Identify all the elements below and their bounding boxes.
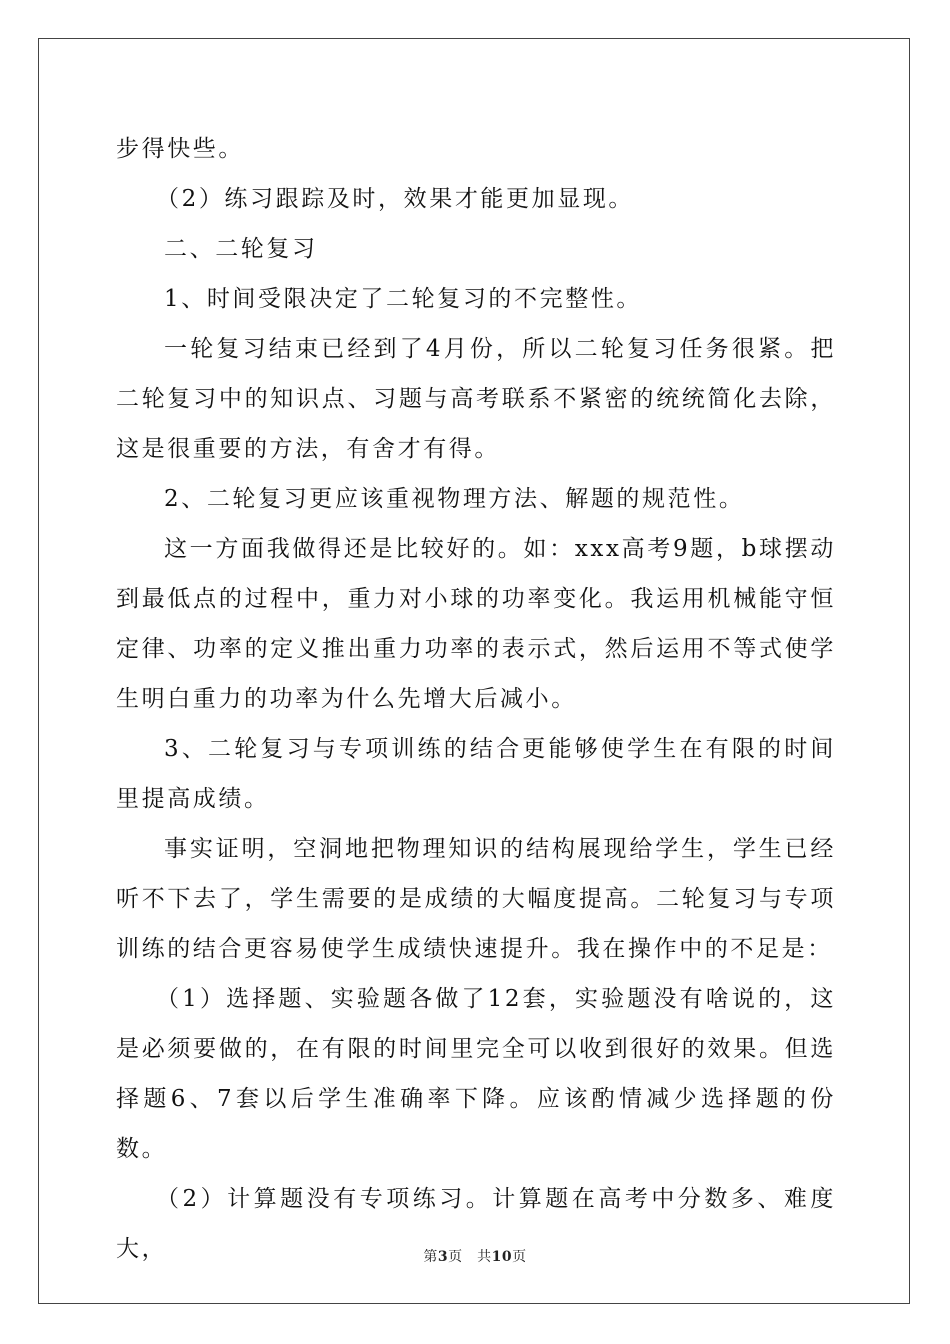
page-footer [0,1246,950,1266]
document-body [116,124,836,1274]
paragraph: 这一方面我做得还是比较好的。如：xxx高考9题，b球摆动到最低点的过程中，重力对小球的功率变化。我运用机械能守恒定律、功率的定义推出重力功率的表示式，然后运用不等式使学生明白重力的功率为什么先增大后减小。 [116,536,836,712]
paragraph: （1）选择题、实验题各做了12套，实验题没有啥说的，这是必须要做的，在有限的时间里完全可以收到很好的效果。但选择题6、7套以后学生准确率下降。应该酌情减少选择题的份数。 [116,986,836,1162]
subheading: 1、时间受限决定了二轮复习的不完整性。 [164,286,643,312]
page-number: 3 [437,1249,449,1265]
paragraph: （2）计算题没有专项练习。计算题在高考中分数多、难度大， [116,1186,836,1262]
paragraph: 一轮复习结束已经到了4月份，所以二轮复习任务很紧。把二轮复习中的知识点、习题与高考联系不紧密的统统简化去除，这是很重要的方法，有舍才有得。 [116,336,836,462]
section-heading: 二、二轮复习 [164,236,318,262]
paragraph: 步得快些。 [116,136,244,162]
subheading: 2、二轮复习更应该重视物理方法、解题的规范性。 [164,486,745,512]
subheading: 3、二轮复习与专项训练的结合更能够使学生在有限的时间里提高成绩。 [116,736,836,812]
footer-prefix: 第 [423,1249,438,1265]
paragraph: （2）练习跟踪及时，效果才能更加显现。 [156,186,635,212]
footer-mid: 页 共 [448,1249,492,1265]
total-pages: 10 [491,1249,513,1265]
paragraph: 事实证明，空洞地把物理知识的结构展现给学生，学生已经听不下去了，学生需要的是成绩的大幅度提高。二轮复习与专项训练的结合更容易使学生成绩快速提升。我在操作中的不足是： [116,836,836,962]
footer-suffix: 页 [512,1249,527,1265]
